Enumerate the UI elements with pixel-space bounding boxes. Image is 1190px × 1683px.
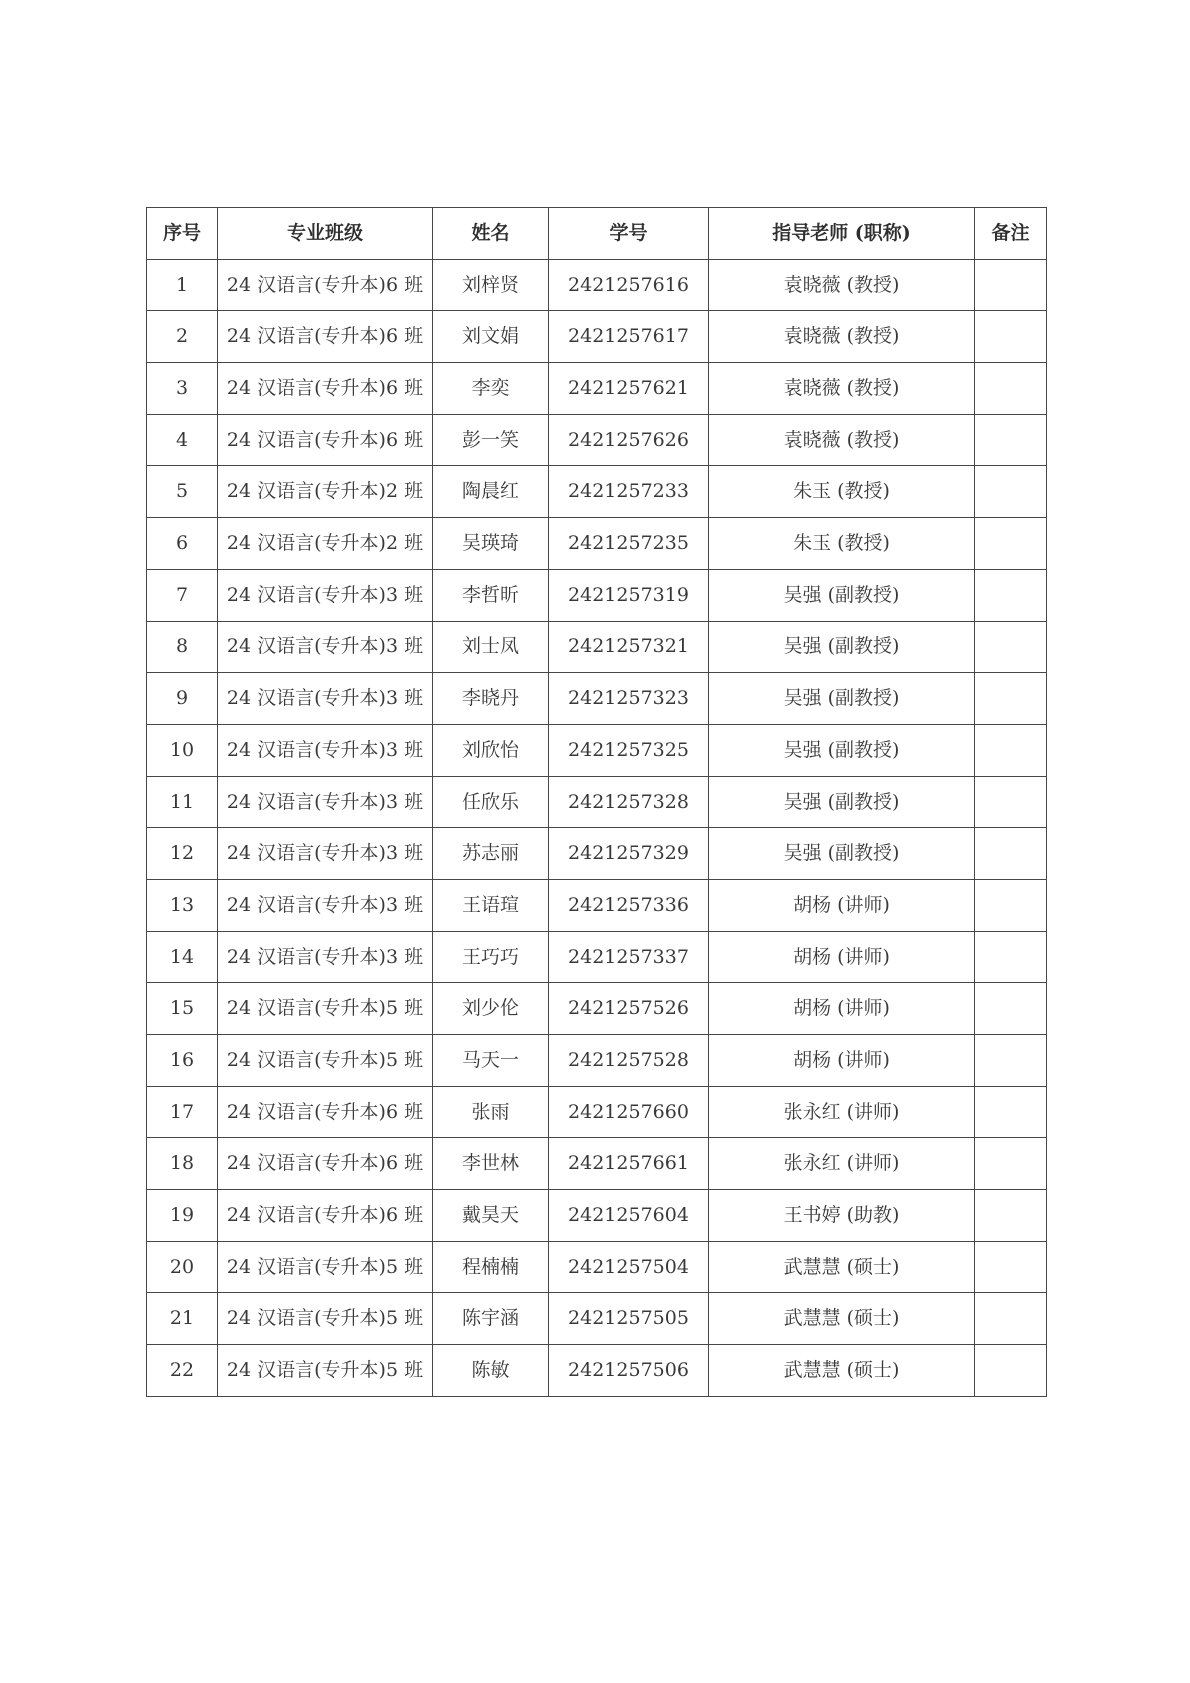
cell-no: 2 bbox=[147, 311, 218, 363]
cell-note bbox=[975, 1086, 1047, 1138]
cell-id: 2421257621 bbox=[549, 363, 709, 415]
cell-teacher: 武慧慧 (硕士) bbox=[709, 1241, 975, 1293]
table-row bbox=[147, 1138, 1047, 1190]
column-header-id: 学号 bbox=[549, 208, 709, 260]
cell-no: 13 bbox=[147, 879, 218, 931]
cell-no: 10 bbox=[147, 724, 218, 776]
cell-no: 9 bbox=[147, 673, 218, 725]
table-row bbox=[147, 414, 1047, 466]
cell-class: 24 汉语言(专升本)6 班 bbox=[218, 414, 433, 466]
cell-class: 24 汉语言(专升本)6 班 bbox=[218, 311, 433, 363]
cell-no: 11 bbox=[147, 776, 218, 828]
cell-name: 王语瑄 bbox=[433, 879, 549, 931]
cell-teacher: 张永红 (讲师) bbox=[709, 1086, 975, 1138]
cell-no: 15 bbox=[147, 983, 218, 1035]
table-row bbox=[147, 569, 1047, 621]
column-header-class: 专业班级 bbox=[218, 208, 433, 260]
cell-id: 2421257233 bbox=[549, 466, 709, 518]
cell-no: 5 bbox=[147, 466, 218, 518]
header-row bbox=[147, 208, 1047, 260]
cell-id: 2421257506 bbox=[549, 1345, 709, 1397]
cell-teacher: 袁晓薇 (教授) bbox=[709, 363, 975, 415]
cell-class: 24 汉语言(专升本)3 班 bbox=[218, 879, 433, 931]
cell-name: 陶晨红 bbox=[433, 466, 549, 518]
cell-class: 24 汉语言(专升本)3 班 bbox=[218, 776, 433, 828]
column-header-teacher: 指导老师 (职称) bbox=[709, 208, 975, 260]
table-row bbox=[147, 518, 1047, 570]
cell-id: 2421257321 bbox=[549, 621, 709, 673]
table-header bbox=[147, 208, 1047, 260]
cell-teacher: 袁晓薇 (教授) bbox=[709, 414, 975, 466]
cell-class: 24 汉语言(专升本)5 班 bbox=[218, 1241, 433, 1293]
cell-no: 1 bbox=[147, 259, 218, 311]
cell-id: 2421257617 bbox=[549, 311, 709, 363]
cell-note bbox=[975, 724, 1047, 776]
cell-teacher: 胡杨 (讲师) bbox=[709, 879, 975, 931]
cell-name: 彭一笑 bbox=[433, 414, 549, 466]
cell-note bbox=[975, 776, 1047, 828]
cell-teacher: 吴强 (副教授) bbox=[709, 673, 975, 725]
cell-class: 24 汉语言(专升本)2 班 bbox=[218, 518, 433, 570]
cell-class: 24 汉语言(专升本)3 班 bbox=[218, 724, 433, 776]
cell-id: 2421257329 bbox=[549, 828, 709, 880]
column-header-note: 备注 bbox=[975, 208, 1047, 260]
cell-teacher: 吴强 (副教授) bbox=[709, 724, 975, 776]
table-row bbox=[147, 1241, 1047, 1293]
cell-teacher: 吴强 (副教授) bbox=[709, 828, 975, 880]
table-row bbox=[147, 673, 1047, 725]
cell-no: 21 bbox=[147, 1293, 218, 1345]
cell-name: 陈敏 bbox=[433, 1345, 549, 1397]
cell-class: 24 汉语言(专升本)2 班 bbox=[218, 466, 433, 518]
cell-teacher: 王书婷 (助教) bbox=[709, 1190, 975, 1242]
table-row bbox=[147, 1035, 1047, 1087]
cell-note bbox=[975, 621, 1047, 673]
cell-id: 2421257504 bbox=[549, 1241, 709, 1293]
cell-note bbox=[975, 1035, 1047, 1087]
cell-name: 张雨 bbox=[433, 1086, 549, 1138]
table-row bbox=[147, 466, 1047, 518]
cell-no: 22 bbox=[147, 1345, 218, 1397]
cell-note bbox=[975, 673, 1047, 725]
cell-teacher: 胡杨 (讲师) bbox=[709, 931, 975, 983]
cell-no: 18 bbox=[147, 1138, 218, 1190]
cell-name: 吴瑛琦 bbox=[433, 518, 549, 570]
cell-id: 2421257328 bbox=[549, 776, 709, 828]
table-body bbox=[147, 259, 1047, 1396]
cell-no: 8 bbox=[147, 621, 218, 673]
column-header-no: 序号 bbox=[147, 208, 218, 260]
cell-no: 6 bbox=[147, 518, 218, 570]
table-row bbox=[147, 621, 1047, 673]
cell-id: 2421257319 bbox=[549, 569, 709, 621]
cell-class: 24 汉语言(专升本)3 班 bbox=[218, 931, 433, 983]
cell-name: 任欣乐 bbox=[433, 776, 549, 828]
cell-id: 2421257661 bbox=[549, 1138, 709, 1190]
cell-id: 2421257660 bbox=[549, 1086, 709, 1138]
cell-class: 24 汉语言(专升本)3 班 bbox=[218, 673, 433, 725]
cell-note bbox=[975, 1345, 1047, 1397]
cell-teacher: 袁晓薇 (教授) bbox=[709, 259, 975, 311]
cell-teacher: 武慧慧 (硕士) bbox=[709, 1293, 975, 1345]
cell-class: 24 汉语言(专升本)3 班 bbox=[218, 828, 433, 880]
table-row bbox=[147, 724, 1047, 776]
table-row bbox=[147, 1190, 1047, 1242]
cell-note bbox=[975, 414, 1047, 466]
table-row bbox=[147, 259, 1047, 311]
cell-no: 3 bbox=[147, 363, 218, 415]
cell-name: 李晓丹 bbox=[433, 673, 549, 725]
cell-teacher: 武慧慧 (硕士) bbox=[709, 1345, 975, 1397]
cell-note bbox=[975, 518, 1047, 570]
cell-name: 马天一 bbox=[433, 1035, 549, 1087]
cell-teacher: 张永红 (讲师) bbox=[709, 1138, 975, 1190]
cell-class: 24 汉语言(专升本)5 班 bbox=[218, 1293, 433, 1345]
cell-class: 24 汉语言(专升本)6 班 bbox=[218, 1190, 433, 1242]
cell-note bbox=[975, 1190, 1047, 1242]
cell-teacher: 朱玉 (教授) bbox=[709, 518, 975, 570]
cell-name: 李世林 bbox=[433, 1138, 549, 1190]
cell-teacher: 胡杨 (讲师) bbox=[709, 983, 975, 1035]
table-row bbox=[147, 1086, 1047, 1138]
cell-no: 4 bbox=[147, 414, 218, 466]
table-row bbox=[147, 983, 1047, 1035]
cell-class: 24 汉语言(专升本)3 班 bbox=[218, 621, 433, 673]
cell-note bbox=[975, 1293, 1047, 1345]
cell-id: 2421257626 bbox=[549, 414, 709, 466]
cell-no: 19 bbox=[147, 1190, 218, 1242]
cell-no: 12 bbox=[147, 828, 218, 880]
cell-id: 2421257337 bbox=[549, 931, 709, 983]
cell-id: 2421257505 bbox=[549, 1293, 709, 1345]
table-row bbox=[147, 363, 1047, 415]
cell-teacher: 朱玉 (教授) bbox=[709, 466, 975, 518]
cell-name: 陈宇涵 bbox=[433, 1293, 549, 1345]
cell-name: 刘少伦 bbox=[433, 983, 549, 1035]
cell-note bbox=[975, 1138, 1047, 1190]
cell-class: 24 汉语言(专升本)6 班 bbox=[218, 1138, 433, 1190]
cell-class: 24 汉语言(专升本)3 班 bbox=[218, 569, 433, 621]
cell-id: 2421257325 bbox=[549, 724, 709, 776]
cell-teacher: 吴强 (副教授) bbox=[709, 621, 975, 673]
cell-note bbox=[975, 931, 1047, 983]
cell-id: 2421257604 bbox=[549, 1190, 709, 1242]
cell-class: 24 汉语言(专升本)6 班 bbox=[218, 363, 433, 415]
cell-note bbox=[975, 569, 1047, 621]
cell-note bbox=[975, 363, 1047, 415]
cell-id: 2421257336 bbox=[549, 879, 709, 931]
cell-no: 14 bbox=[147, 931, 218, 983]
column-header-name: 姓名 bbox=[433, 208, 549, 260]
cell-note bbox=[975, 311, 1047, 363]
table-row bbox=[147, 879, 1047, 931]
table-row bbox=[147, 311, 1047, 363]
table-row bbox=[147, 931, 1047, 983]
cell-no: 7 bbox=[147, 569, 218, 621]
cell-name: 刘梓贤 bbox=[433, 259, 549, 311]
cell-note bbox=[975, 879, 1047, 931]
table-row bbox=[147, 776, 1047, 828]
cell-no: 20 bbox=[147, 1241, 218, 1293]
cell-class: 24 汉语言(专升本)5 班 bbox=[218, 1345, 433, 1397]
cell-name: 李奕 bbox=[433, 363, 549, 415]
cell-name: 王巧巧 bbox=[433, 931, 549, 983]
cell-teacher: 吴强 (副教授) bbox=[709, 569, 975, 621]
cell-teacher: 胡杨 (讲师) bbox=[709, 1035, 975, 1087]
cell-note bbox=[975, 1241, 1047, 1293]
cell-id: 2421257526 bbox=[549, 983, 709, 1035]
cell-no: 16 bbox=[147, 1035, 218, 1087]
cell-note bbox=[975, 466, 1047, 518]
cell-name: 刘欣怡 bbox=[433, 724, 549, 776]
cell-name: 刘士凤 bbox=[433, 621, 549, 673]
student-roster-table bbox=[146, 207, 1047, 1397]
cell-id: 2421257323 bbox=[549, 673, 709, 725]
cell-class: 24 汉语言(专升本)6 班 bbox=[218, 259, 433, 311]
table-row bbox=[147, 828, 1047, 880]
cell-no: 17 bbox=[147, 1086, 218, 1138]
cell-id: 2421257235 bbox=[549, 518, 709, 570]
cell-class: 24 汉语言(专升本)5 班 bbox=[218, 1035, 433, 1087]
cell-id: 2421257616 bbox=[549, 259, 709, 311]
cell-name: 刘文娟 bbox=[433, 311, 549, 363]
cell-class: 24 汉语言(专升本)6 班 bbox=[218, 1086, 433, 1138]
cell-class: 24 汉语言(专升本)5 班 bbox=[218, 983, 433, 1035]
cell-name: 苏志丽 bbox=[433, 828, 549, 880]
cell-note bbox=[975, 828, 1047, 880]
cell-teacher: 吴强 (副教授) bbox=[709, 776, 975, 828]
cell-note bbox=[975, 983, 1047, 1035]
table-row bbox=[147, 1293, 1047, 1345]
cell-teacher: 袁晓薇 (教授) bbox=[709, 311, 975, 363]
cell-note bbox=[975, 259, 1047, 311]
cell-name: 李哲昕 bbox=[433, 569, 549, 621]
cell-name: 程楠楠 bbox=[433, 1241, 549, 1293]
cell-id: 2421257528 bbox=[549, 1035, 709, 1087]
table-row bbox=[147, 1345, 1047, 1397]
cell-name: 戴昊天 bbox=[433, 1190, 549, 1242]
